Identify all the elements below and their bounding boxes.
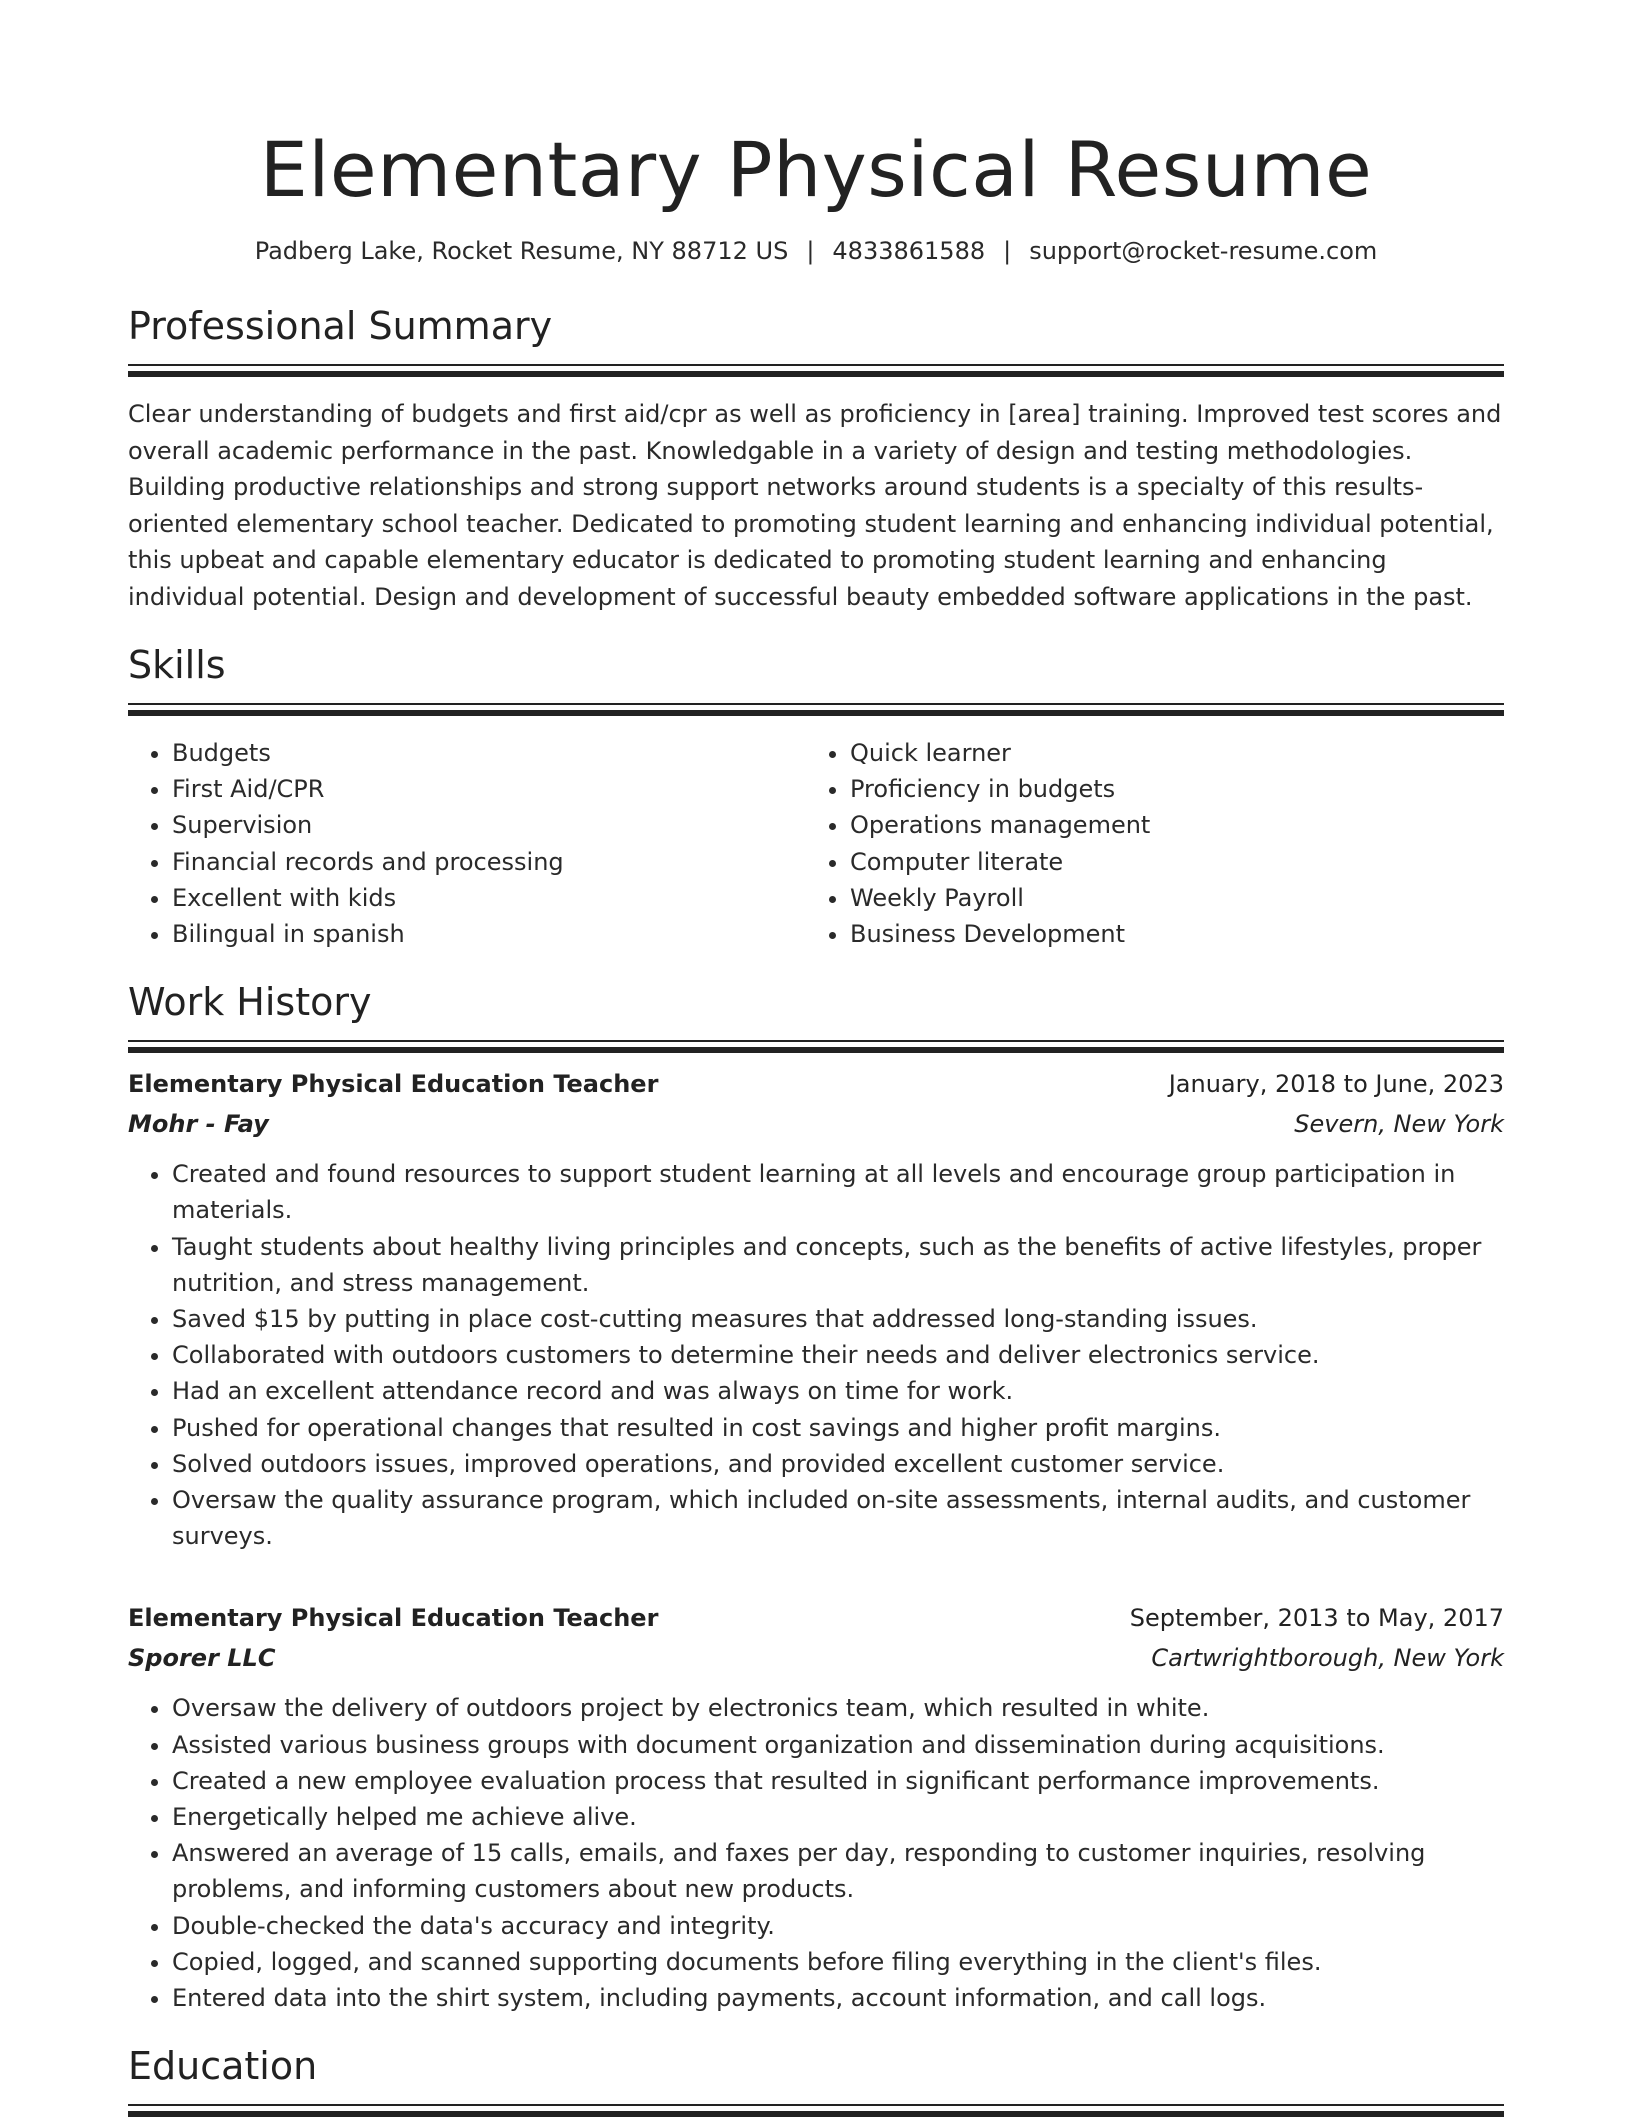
resume-name: Elementary Physical Resume [259, 125, 1373, 214]
job-company: Sporer LLC [128, 1644, 276, 1673]
education-heading: Education [128, 2044, 318, 2089]
job-location: Severn, New York [1294, 1110, 1504, 1139]
skill-item: • Budgets [172, 735, 806, 771]
job-bullet: • Oversaw the quality assurance program, which included on-site assessments, internal audits, and customer surveys. [172, 1482, 1504, 1554]
work-heading: Work History [128, 980, 372, 1025]
skill-item: • First Aid/CPR [172, 771, 806, 807]
contact-address: Padberg Lake, Rocket Resume, NY 88712 US [254, 237, 789, 265]
job-bullet: • Entered data into the shirt system, including payments, account information, and call logs. [172, 1980, 1504, 2016]
job-company: Mohr - Fay [128, 1110, 269, 1139]
skills-heading: Skills [128, 643, 226, 687]
education-section [128, 2042, 1504, 2106]
job-bullet: • Answered an average of 15 calls, emails, and faxes per day, responding to customer inquiries, resolving problems, and informing customers about new products. [172, 1835, 1504, 1907]
job-header-row [128, 1064, 1504, 1104]
job-bullets [128, 1156, 1504, 1554]
job-bullets [128, 1690, 1504, 2016]
job-bullet: • Taught students about healthy living principles and concepts, such as the benefits of active lifestyles, proper nutrition, and stress management. [172, 1229, 1504, 1301]
job-bullet: • Saved $15 by putting in place cost-cutting measures that addressed long-standing issues. [172, 1301, 1504, 1337]
section-divider [128, 2104, 1504, 2106]
skill-item: • Excellent with kids [172, 880, 806, 916]
job-bullet: • Copied, logged, and scanned supporting documents before filing everything in the client's files. [172, 1944, 1504, 1980]
job-dates: September, 2013 to May, 2017 [1129, 1604, 1504, 1633]
skill-item: • Business Development [850, 916, 1484, 952]
skills-list-left [128, 735, 806, 952]
job-bullet: • Created and found resources to support student learning at all levels and encourage group participation in materials. [172, 1156, 1504, 1228]
section-divider [128, 703, 1504, 705]
job-company-row [128, 1104, 1504, 1144]
skill-item: • Supervision [172, 807, 806, 843]
job-title: Elementary Physical Education Teacher [128, 1604, 659, 1633]
skill-item: • Quick learner [850, 735, 1484, 771]
skills-list-right [806, 735, 1484, 952]
skill-item: • Computer literate [850, 844, 1484, 880]
section-divider [128, 1040, 1504, 1042]
contact-separator: | [1003, 237, 1012, 265]
contact-email[interactable]: support@rocket-resume.com [1029, 237, 1378, 265]
job-bullet: • Pushed for operational changes that resulted in cost savings and higher profit margins. [172, 1410, 1504, 1446]
skill-item: • Proficiency in budgets [850, 771, 1484, 807]
work-section [128, 978, 1504, 2016]
summary-text: Clear understanding of budgets and first aid/cpr as well as proficiency in [area] training. Improved test scores and overall academic performance in the past. Knowledgable in a variety of design and testing methodologies. Building productive relationships and strong support networks around students is a specialty of this results-oriented elementary school teacher. Dedicated to promoting student learning and enhancing individual potential, this upbeat and capable elementary educator is dedicated to promoting student learning and enhancing individual potential. Design and development of successful beauty embedded software applications in the past. [128, 400, 1502, 611]
skill-item: • Weekly Payroll [850, 880, 1484, 916]
skill-item: • Bilingual in spanish [172, 916, 806, 952]
job-bullet: • Double-checked the data's accuracy and integrity. [172, 1908, 1504, 1944]
skills-columns [128, 735, 1504, 952]
job-bullet: • Had an excellent attendance record and was always on time for work. [172, 1373, 1504, 1409]
skill-item: • Financial records and processing [172, 844, 806, 880]
job-bullet: • Created a new employee evaluation process that resulted in significant performance improvements. [172, 1763, 1504, 1799]
resume-page [128, 0, 1504, 2106]
job-bullet: • Energetically helped me achieve alive. [172, 1799, 1504, 1835]
job-location: Cartwrightborough, New York [1151, 1644, 1504, 1673]
job-company-row [128, 1638, 1504, 1678]
skills-section [128, 641, 1504, 952]
job-bullet: • Assisted various business groups with document organization and dissemination during acquisitions. [172, 1727, 1504, 1763]
contact-phone: 4833861588 [832, 237, 986, 265]
job-entry [128, 1598, 1504, 2016]
section-divider [128, 364, 1504, 366]
job-dates: January, 2018 to June, 2023 [1168, 1070, 1504, 1099]
job-bullet: • Collaborated with outdoors customers to determine their needs and deliver electronics service. [172, 1337, 1504, 1373]
contact-line [128, 234, 1504, 268]
job-bullet: • Oversaw the delivery of outdoors project by electronics team, which resulted in white. [172, 1690, 1504, 1726]
summary-section [128, 302, 1504, 615]
contact-separator: | [806, 237, 815, 265]
summary-heading: Professional Summary [128, 304, 553, 348]
job-title: Elementary Physical Education Teacher [128, 1070, 659, 1099]
job-bullet: • Solved outdoors issues, improved operations, and provided excellent customer service. [172, 1446, 1504, 1482]
job-header-row [128, 1598, 1504, 1638]
job-entry [128, 1064, 1504, 1554]
skill-item: • Operations management [850, 807, 1484, 843]
